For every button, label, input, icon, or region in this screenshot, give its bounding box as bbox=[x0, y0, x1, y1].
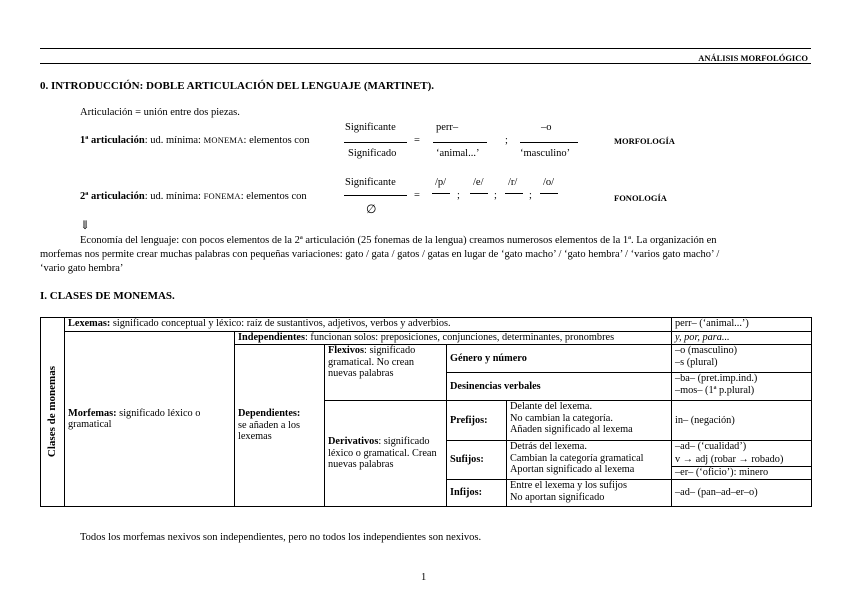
independientes-label: Independientes bbox=[238, 332, 305, 343]
prefijos-example: in– (negación) bbox=[672, 401, 812, 441]
second-articulation-text-a: : ud. mínima: bbox=[144, 191, 204, 202]
section1-title: I. CLASES DE MONEMAS. bbox=[40, 290, 175, 302]
page-number: 1 bbox=[421, 572, 427, 583]
derivativos-cell bbox=[325, 401, 447, 507]
first-equals: = bbox=[414, 135, 420, 146]
first-example2-top: –o bbox=[541, 122, 552, 133]
side-label: Clases de monemas bbox=[45, 366, 58, 458]
sufijos-label: Sufijos: bbox=[447, 441, 507, 480]
phoneme-p: /p/ bbox=[435, 177, 447, 188]
first-example2-bottom: ‘masculino’ bbox=[520, 148, 571, 159]
first-example1-top: perr– bbox=[436, 122, 459, 133]
phoneme-r: /r/ bbox=[508, 177, 518, 188]
first-significado: Significado bbox=[348, 148, 397, 159]
second-significante: Significante bbox=[345, 177, 396, 188]
dependientes-cell bbox=[235, 345, 325, 507]
phoneme-e-line bbox=[470, 193, 488, 194]
economy-line-2: morfemas nos permite crear muchas palabras con pequeñas variaciones: gato / gata / gatos / gatas en lugar de ‘gato macho’ / ‘gato hembra’ / ‘varios gato macho’ / bbox=[40, 249, 720, 260]
first-articulation-text-a: : ud. mínima: bbox=[144, 135, 204, 146]
first-example2-line bbox=[520, 142, 578, 143]
genero-example-2: –s (plural) bbox=[675, 356, 718, 368]
phoneme-o-line bbox=[540, 193, 558, 194]
infijos-example: –ad– (pan–ad–er–o) bbox=[672, 480, 812, 507]
prefijos-desc-2: No cambian la categoría. bbox=[510, 412, 613, 424]
genero-numero: Género y número bbox=[447, 345, 672, 373]
flexivos-text: : significado gramatical. No crean nuevas palabras bbox=[328, 345, 416, 379]
flexivos-cell bbox=[325, 345, 447, 401]
infijos-desc-2: No aportan significado bbox=[510, 491, 605, 503]
desinencias-examples bbox=[672, 373, 812, 401]
economy-line-3: ‘vario gato hembra’ bbox=[40, 263, 124, 274]
desinencias-verbales: Desinencias verbales bbox=[447, 373, 672, 401]
footer-note: Todos los morfemas nexivos son independientes, pero no todos los independientes son nexivos. bbox=[80, 532, 482, 543]
infijos-desc bbox=[507, 480, 672, 507]
first-example1-bottom: ‘animal...’ bbox=[436, 148, 480, 159]
sufijos-example-2: v → adj (robar → robado) bbox=[672, 454, 812, 467]
second-articulation-label: 2ª articulación bbox=[80, 191, 145, 202]
second-articulation-line bbox=[80, 191, 307, 202]
fonema-term: FONEMA bbox=[203, 191, 241, 201]
phoneme-r-line bbox=[505, 193, 523, 194]
prefijos-label: Prefijos: bbox=[447, 401, 507, 441]
second-articulation-text-b: : elementos con bbox=[240, 191, 307, 202]
first-example1-line bbox=[433, 142, 487, 143]
side-label-cell bbox=[41, 318, 65, 507]
independientes-text: : funcionan solos: preposiciones, conjunciones, determinantes, pronombres bbox=[304, 332, 615, 343]
monemas-table bbox=[40, 317, 812, 507]
sufijos-example-1: –ad– (‘cualidad’) bbox=[672, 441, 812, 454]
infijos-label: Infijos: bbox=[447, 480, 507, 507]
lexemas-cell bbox=[65, 318, 672, 332]
phoneme-separator: ; bbox=[529, 190, 532, 201]
prefijos-desc-1: Delante del lexema. bbox=[510, 401, 593, 412]
morfemas-label: Morfemas: bbox=[68, 407, 117, 419]
morfemas-text: significado léxico o gramatical bbox=[68, 407, 201, 430]
phoneme-o: /o/ bbox=[543, 177, 555, 188]
phoneme-separator: ; bbox=[494, 190, 497, 201]
first-articulation-line bbox=[80, 135, 309, 146]
fonologia-field: FONOLOGÍA bbox=[614, 193, 667, 203]
lexemas-label: Lexemas: bbox=[68, 318, 111, 329]
first-fraction-line bbox=[344, 142, 407, 143]
independientes-cell bbox=[235, 332, 672, 345]
dependientes-text: se añaden a los lexemas bbox=[238, 419, 301, 443]
dependientes-label: Dependientes: bbox=[238, 408, 301, 420]
economy-line-1: Economía del lenguaje: con pocos elementos de la 2ª articulación (25 fonemas de la lengua) creamos numerosos elementos de la 1ª. La organización en bbox=[80, 235, 717, 246]
second-equals: = bbox=[414, 190, 420, 201]
down-arrow-icon: ⇓ bbox=[80, 218, 91, 232]
sufijos-desc bbox=[507, 441, 672, 480]
sufijos-desc-1: Detrás del lexema. bbox=[510, 441, 587, 452]
independientes-example: y, por, para... bbox=[672, 332, 812, 345]
genero-examples bbox=[672, 345, 812, 373]
sufijos-desc-3: Aportan significado al lexema bbox=[510, 464, 635, 475]
derivativos-label: Derivativos bbox=[328, 436, 379, 448]
sufijos-example-3: –er– (‘oficio’): minero bbox=[672, 467, 812, 480]
lexemas-example: perr– (‘animal...’) bbox=[672, 318, 812, 332]
morfologia-field: MORFOLOGÍA bbox=[614, 136, 675, 146]
articulacion-definition: Articulación = unión entre dos piezas. bbox=[80, 107, 240, 118]
first-articulation-text-b: : elementos con bbox=[243, 135, 310, 146]
monema-term: MONEMA bbox=[203, 135, 244, 145]
second-fraction-line bbox=[344, 195, 407, 196]
empty-set-symbol: ∅ bbox=[366, 202, 377, 216]
infijos-desc-1: Entre el lexema y los sufijos bbox=[510, 480, 627, 491]
phoneme-separator: ; bbox=[457, 190, 460, 201]
phoneme-p-line bbox=[432, 193, 450, 194]
header-top-rule bbox=[40, 48, 811, 49]
desinencias-example-1: –ba– (pret.imp.ind.) bbox=[675, 373, 758, 384]
sufijos-desc-2: Cambian la categoría gramatical bbox=[510, 452, 644, 464]
desinencias-example-2: –mos– (1ª p.plural) bbox=[675, 384, 755, 396]
genero-example-1: –o (masculino) bbox=[675, 345, 738, 356]
derivativos-text: : significado léxico o gramatical. Crean nuevas palabras bbox=[328, 436, 437, 471]
first-separator: ; bbox=[505, 135, 508, 146]
prefijos-desc-3: Añaden significado al lexema bbox=[510, 424, 633, 435]
flexivos-label: Flexivos bbox=[328, 345, 365, 356]
morfemas-cell bbox=[65, 332, 235, 507]
lexemas-text: significado conceptual y léxico: raíz de sustantivos, adjetivos, verbos y adverbios. bbox=[110, 318, 451, 329]
prefijos-desc bbox=[507, 401, 672, 441]
phoneme-e: /e/ bbox=[473, 177, 484, 188]
running-title: ANÁLISIS MORFOLÓGICO bbox=[698, 53, 808, 63]
first-articulation-label: 1ª articulación bbox=[80, 135, 145, 146]
section0-title: 0. INTRODUCCIÓN: DOBLE ARTICULACIÓN DEL LENGUAJE (MARTINET). bbox=[40, 80, 435, 92]
first-significante: Significante bbox=[345, 122, 396, 133]
header-bottom-rule bbox=[40, 63, 811, 64]
